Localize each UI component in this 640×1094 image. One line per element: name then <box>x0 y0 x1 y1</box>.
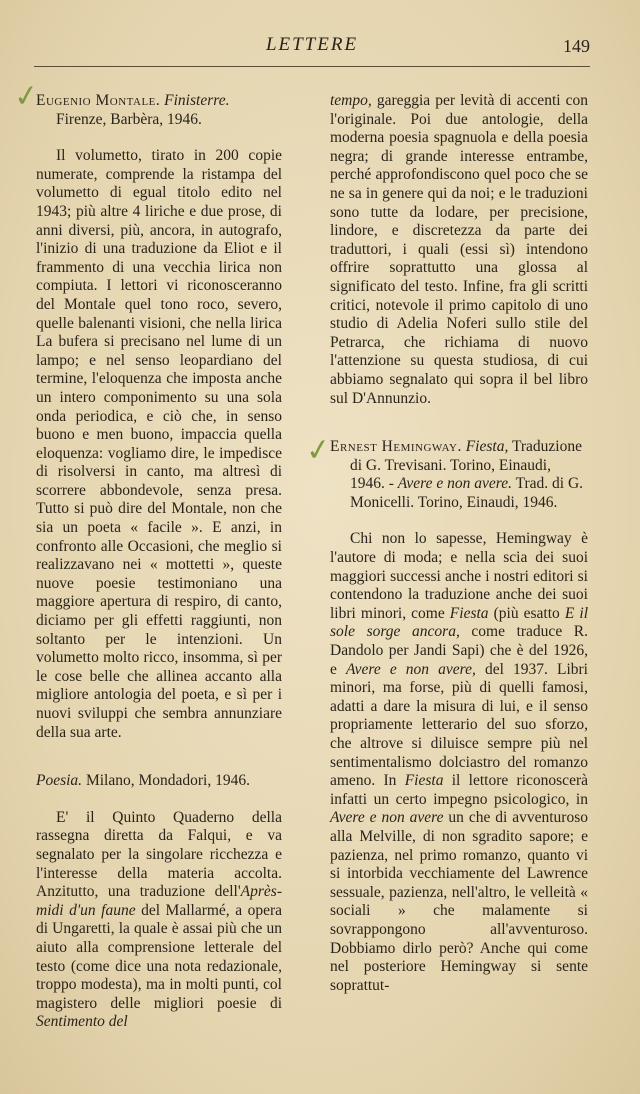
italic-title: Sentimento del <box>36 1013 128 1031</box>
left-column <box>36 92 282 1032</box>
text-run: gareggia per levità di accenti con l'originale. Poi due antologie, della moderna poesia spagnuola e della poesia negra; di grande interesse entrambe, perché approfondiscono quel poco che se ne sa in genere qui da noi; e le traduzioni sono tutte da lodare, per precisione, lindore, e discretezza da parte dei traduttori, i quali (essi sì) intendono offrire soprattutto una glossa al significato del testo. Infine, fra gli scritti critici, notevole il primo capitolo di uno studio di Adelia Noferi sullo stile del Petrarca, che richiama di nuovo l'attenzione su questa studiosa, di cui abbiamo segnalato qui sopra il bel libro sul D'Annunzio. <box>330 92 588 407</box>
review-heading-poesia <box>36 772 282 791</box>
running-title: LETTERE <box>265 34 359 55</box>
review-heading-montale <box>36 92 282 129</box>
italic-title: tempo, <box>330 92 372 109</box>
book-title: Finisterre. <box>164 92 230 109</box>
italic-title: E il sole sorge ancora, <box>330 604 589 641</box>
italic-title: Avere e non avere <box>330 809 444 827</box>
italic-title: Avere e non avere, <box>346 660 476 678</box>
text-run: come traduce R. Dandolo per Jandi Sapi) che è del 1926, e <box>330 623 589 678</box>
right-column <box>330 92 588 995</box>
text-run: Chi non lo sapesse, Hemingway è l'autore di moda; e nella scia dei suoi maggiori successi anche i nostri editori si contendono la traduzione anche dei suoi libri minori, come <box>330 530 588 622</box>
book-title: Fiesta, <box>465 438 509 456</box>
publication-info: Firenze, Barbèra, 1946. <box>56 110 202 128</box>
author-name: Ernest Hemingway. <box>330 438 462 456</box>
italic-title: Après-midi d'un faune <box>36 883 282 919</box>
author-name: Eugenio Montale. <box>36 92 161 109</box>
page-header <box>34 34 590 60</box>
review-body-poesia <box>36 809 282 1032</box>
italic-title: Fiesta <box>404 772 444 790</box>
book-title: Poesia. <box>36 772 83 790</box>
text-run: il lettore riconoscerà infatti un certo impegno psicologico, in <box>330 772 588 808</box>
checkmark-icon: ✓ <box>303 431 334 470</box>
text-run: (più esatto <box>488 604 565 622</box>
text-run: un che di avventuroso alla Melville, di non sgradito sapore; e pazienza, nel primo romanzo, quanto vi si intorbida vecchiamente del Lawrence sessuale, pazienza, nell'altro, le velleità « sociali » che malamente si sovrappongono all'avventuroso. Dobbiamo dirlo però? Anche qui come nel posteriore Hemingway si sente soprattut- <box>330 809 588 994</box>
checkmark-icon: ✓ <box>11 77 42 116</box>
publication-info: Milano, Mondadori, 1946. <box>85 772 250 790</box>
review-body-poesia-continued <box>330 92 588 408</box>
publication-info: Traduzione di G. Trevisani. Torino, Einaudi, 1946. - <box>350 438 582 493</box>
review-heading-hemingway <box>330 438 588 512</box>
page-number: 149 <box>563 36 590 56</box>
text-run: del 1937. Libri minori, ma forse, più di quelli famosi, adatti a dare la misura di lui, e il senso propriamente letterario del suo sforzo, che altrove si diluisce sempre più nel sentimentalismo dolciastro del romanzo ameno. In <box>330 660 588 790</box>
header-rule <box>34 66 590 67</box>
italic-title: Fiesta <box>449 604 489 622</box>
review-body-montale: Il volumetto, tirato in 200 copie numerate, comprende la ristampa del volumetto di egual titolo edito nel 1943; più altre 4 liriche e due prose, di anni diversi, più, ancora, in autografo, l'inizio di una traduzione da Eliot e il frammento di una vecchia lirica non compiuta. I lettori vi riconosceranno del Montale quel tono roco, severo, quelle balenanti visioni, che nella lirica La bufera si precisano nel lume di un lampo; e nel senso leopardiano del termine, l'eloquenza che imposta anche un intero componimento su una sola onda periodica, e ciò che, in senso buono e men buono, impaccia quella eloquenza: vogliamo dire, le impedisce di risolversi in canto, ma altresì di scorrere abbondevole, senza presa. Tutto si può dire del Montale, non che sia un poeta « facile ». E anzi, in confronto alle Occasioni, che meglio si realizzavano nei « mottetti », queste nuove poesie testimoniano una maggiore apertura di respiro, di canto, diciamo per gli effetti raggiunti, non soltanto per le intenzioni. Un volumetto molto ricco, insomma, sì per le cose belle che allinea accanto alla migliore antologia del poeta, e sì per i nuovi sviluppi che sembra annunziare della sua arte. <box>36 147 282 741</box>
text-run: del Mallarmé, a opera di Ungaretti, la quale è assai più che un aiuto alla comprensione letterale del testo (come dice una nota redazionale, troppo modesta), ma in molti punti, col magistero delle migliori poesie di <box>36 901 282 1012</box>
publication-info: Trad. di G. Monicelli. Torino, Einaudi, 1946. <box>350 475 584 511</box>
text-run: E' il Quinto Quaderno della rassegna diretta da Falqui, e va segnalato per la singolare ricchezza e l'interesse della materia accolta. Anzitutto, una traduzione dell' <box>36 808 282 901</box>
book-title: Avere e non avere. <box>397 475 512 493</box>
review-body-hemingway <box>330 530 588 995</box>
